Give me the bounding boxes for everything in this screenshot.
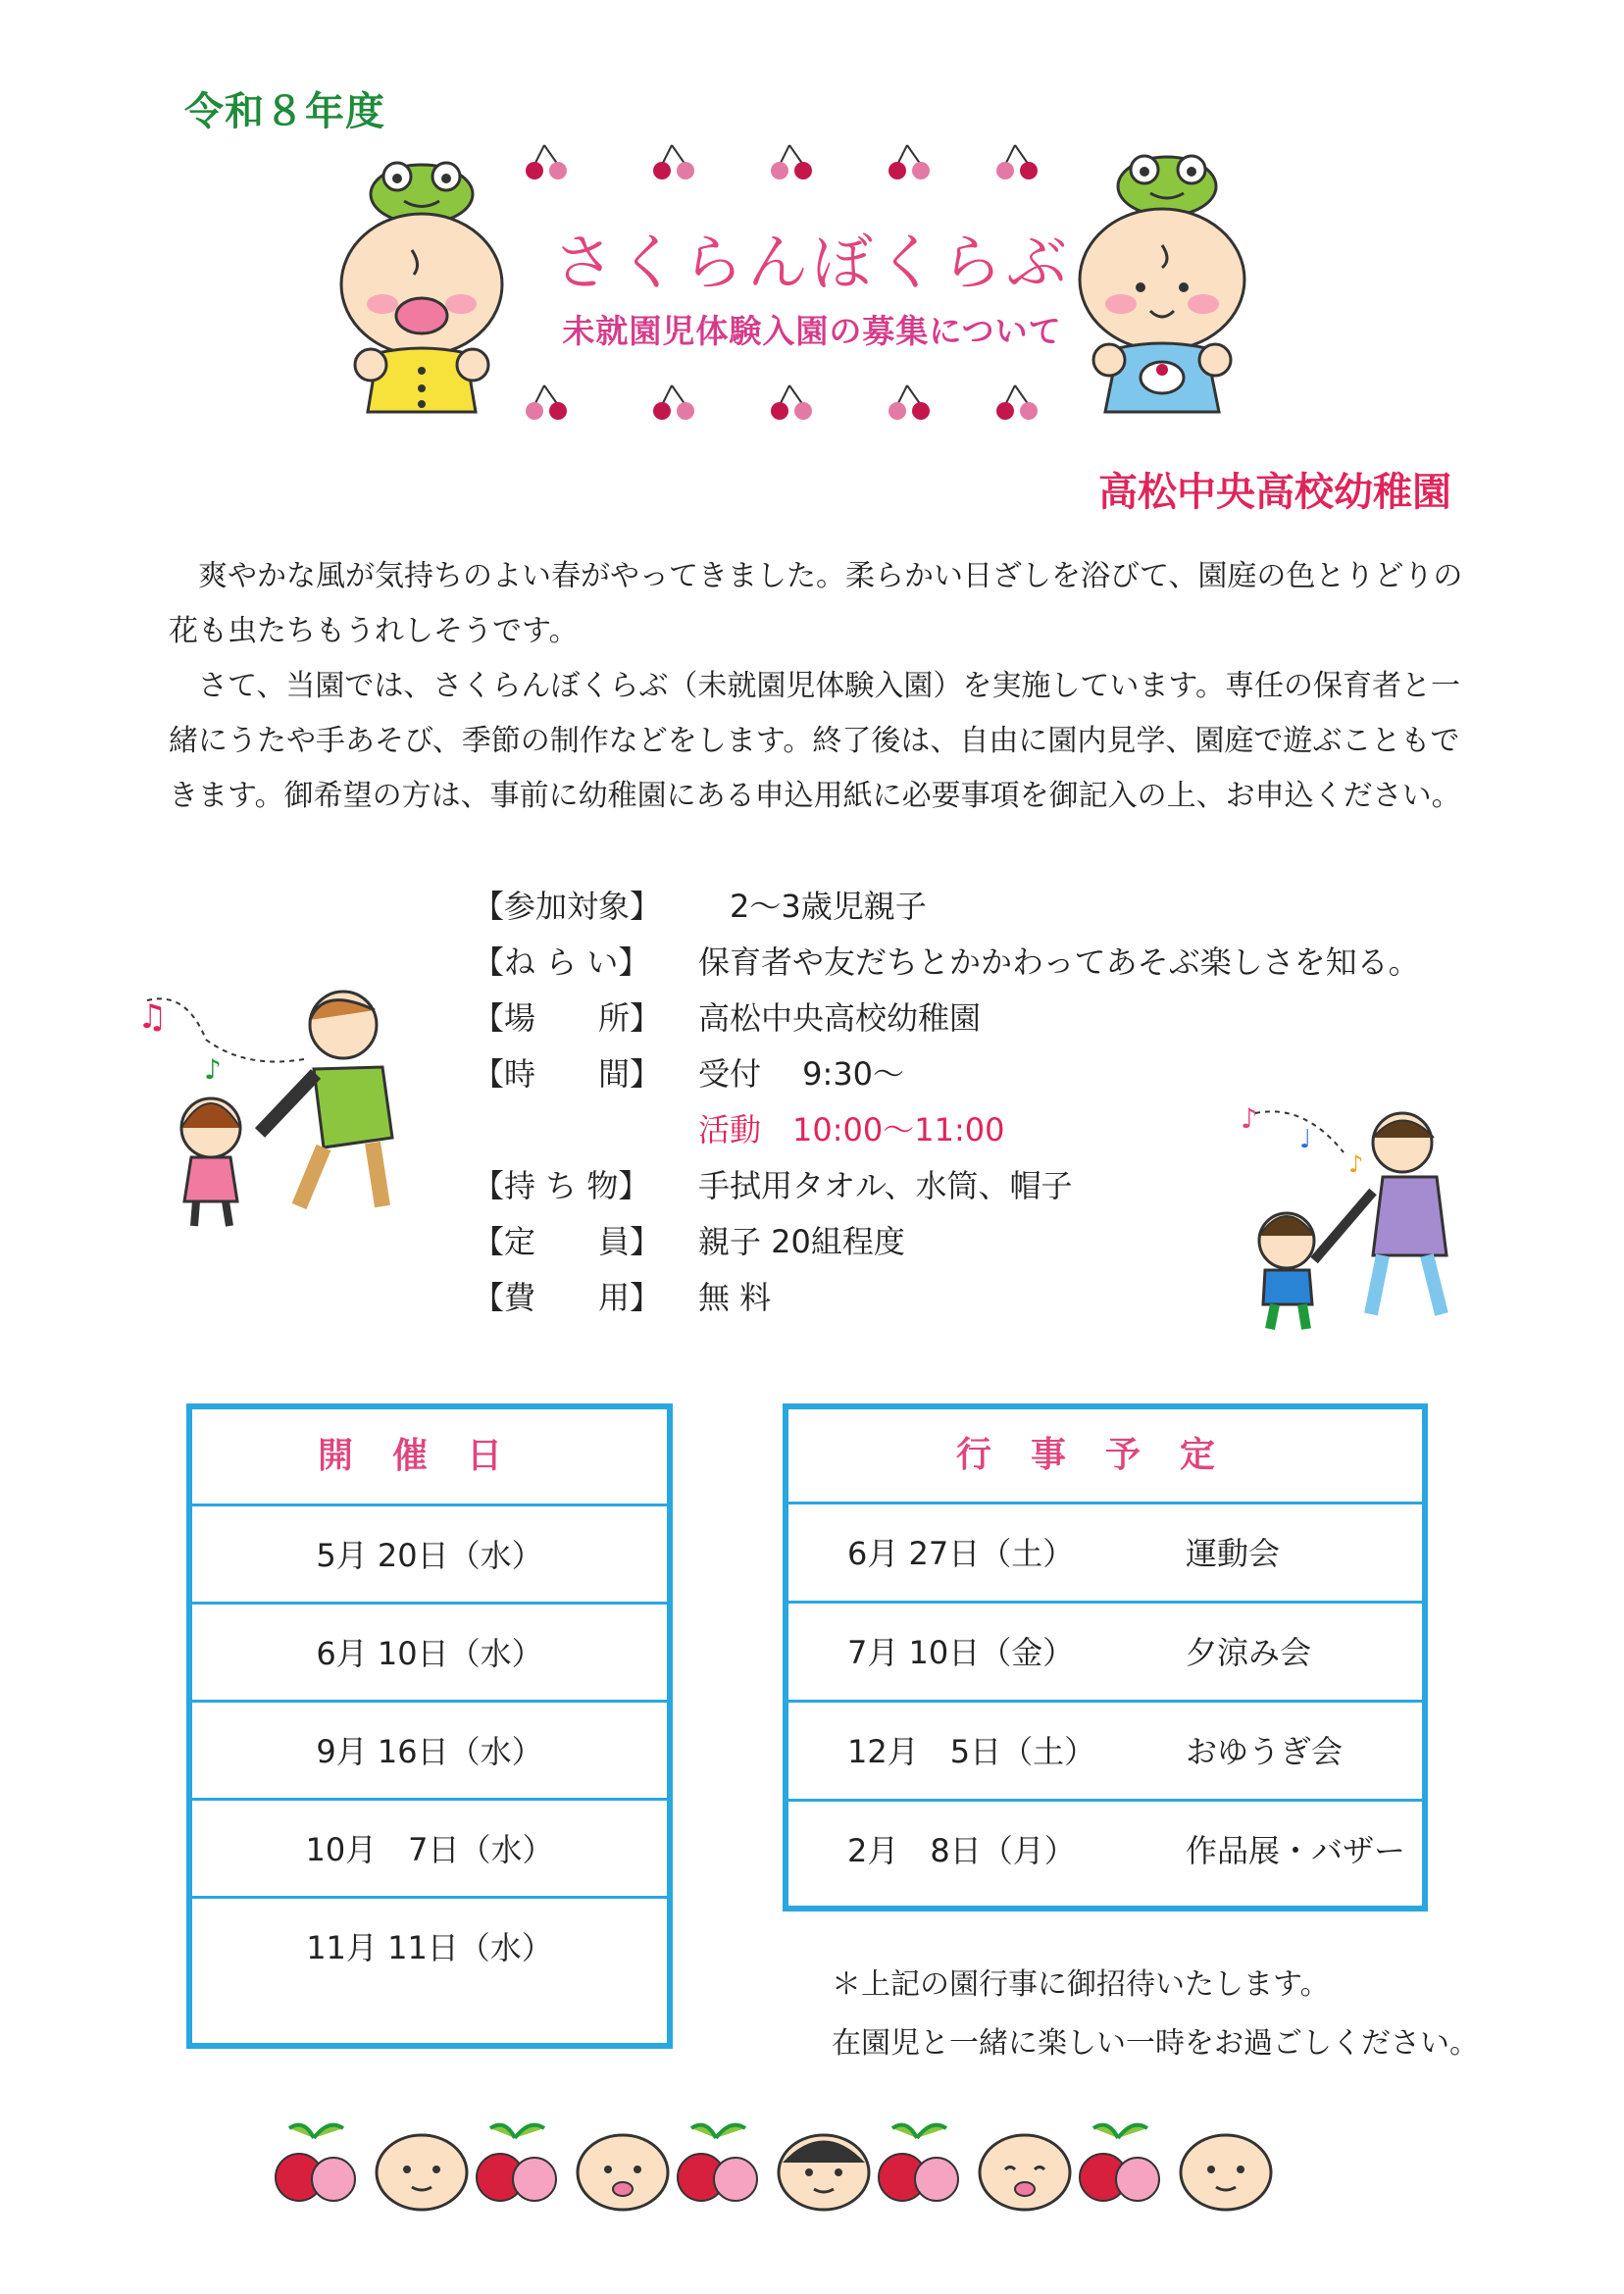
cherry-icon <box>678 2125 757 2201</box>
child-face-icon <box>377 2135 467 2210</box>
events-header: 行事予定 <box>955 1435 1254 1475</box>
cherry-icon <box>1080 2125 1159 2201</box>
event-name: 運動会 <box>1186 1535 1281 1572</box>
cherry-icon <box>888 385 930 420</box>
event-row <box>788 1502 1422 1601</box>
schedule-row: 5月 20日（水） <box>192 1504 667 1602</box>
cherry-icon <box>888 145 930 179</box>
event-name: おゆうぎ会 <box>1186 1733 1344 1770</box>
music-note-icon: ♪ <box>204 1053 222 1086</box>
event-row <box>788 1799 1422 1898</box>
fiscal-year: 令和８年度 <box>184 89 385 134</box>
event-date: 6月 27日（土） <box>847 1535 1075 1572</box>
invitation-note-line-1: ＊上記の園行事に御招待いたします。 <box>832 1967 1330 2002</box>
event-name: 作品展・バザー <box>1186 1832 1406 1869</box>
detail-value: 高松中央高校幼稚園 <box>698 999 982 1037</box>
schedule-row: 9月 16日（水） <box>192 1700 667 1798</box>
cherry-row-middle <box>525 378 1074 427</box>
child-face-icon <box>980 2135 1070 2210</box>
invitation-note-line-2: 在園児と一緒に楽しい一時をお過ごしください。 <box>832 2026 1479 2061</box>
detail-value-activity-time: 活動 10:00～11:00 <box>698 1111 1005 1148</box>
cherry-row-top <box>525 137 1074 186</box>
event-date: 2月 8日（月） <box>847 1832 1076 1869</box>
schedule-row: 10月 7日（水） <box>192 1798 667 1896</box>
detail-value: 受付 9:30～ <box>698 1055 905 1093</box>
schedule-row: 6月 10日（水） <box>192 1602 667 1700</box>
cherry-icon <box>996 145 1038 179</box>
detail-label: 【時 間】 <box>473 1055 662 1093</box>
cherry-icon <box>653 145 694 179</box>
detail-value: 保育者や友だちとかかわってあそぶ楽しさを知る。 <box>698 943 1420 981</box>
cherry-icon <box>996 385 1038 420</box>
detail-label: 【費 用】 <box>473 1279 662 1316</box>
schedule-header: 開催日 <box>317 1436 541 1476</box>
intro-paragraph-2: さて、当園では、さくらんぼくらぶ（未就園児体験入園）を実施しています。専任の保育者と一緒にうたや手あそび、季節の制作などをします。終了後は、自由に園内見学、園庭で遊ぶこともできます。御希望の方は、事前に幼稚園にある申込用紙に必要事項を御記入の上、お申込ください。 <box>169 669 1461 813</box>
detail-value: 手拭用タオル、水筒、帽子 <box>698 1167 1073 1204</box>
event-date: 7月 10日（金） <box>847 1634 1075 1671</box>
cherry-icon <box>653 385 694 420</box>
detail-value: 2～3歳児親子 <box>698 888 927 925</box>
event-row <box>788 1601 1422 1700</box>
schedule-row: 11月 11日（水） <box>192 1896 667 1994</box>
cherry-icon <box>771 385 812 420</box>
child-face-icon <box>578 2135 668 2210</box>
cherry-icon <box>771 145 812 179</box>
cherry-icon <box>477 2125 556 2201</box>
events-table <box>783 1403 1428 1912</box>
child-face-icon <box>779 2135 869 2210</box>
music-note-icon: ♪ <box>1348 1150 1364 1178</box>
bottom-decoration-row <box>275 2118 1353 2217</box>
music-note-icon: ♪ <box>1241 1102 1258 1135</box>
frog-hat-baby-illustration <box>324 147 520 432</box>
cherry-icon <box>879 2125 958 2201</box>
parent-child-dancing-illustration <box>127 981 412 1246</box>
event-date: 12月 5日（土） <box>847 1733 1096 1770</box>
event-row <box>788 1700 1422 1799</box>
schedule-table <box>186 1403 673 2049</box>
cherry-icon <box>526 145 567 179</box>
school-name: 高松中央高校幼稚園 <box>1098 470 1451 515</box>
detail-label: 【ね ら い】 <box>473 943 650 981</box>
music-note-icon: ♩ <box>1299 1125 1312 1154</box>
detail-value: 無 料 <box>698 1279 772 1316</box>
detail-label: 【場 所】 <box>473 999 662 1037</box>
detail-label: 【持 ち 物】 <box>473 1167 650 1204</box>
detail-label: 【参加対象】 <box>473 888 662 925</box>
child-face-icon <box>1181 2135 1271 2210</box>
page-title: さくらんぼくらぶ <box>552 227 1071 298</box>
detail-value: 親子 20組程度 <box>698 1223 905 1260</box>
frog-hat-baby-illustration <box>1064 142 1260 427</box>
page-subtitle: 未就園児体験入園の募集について <box>562 312 1062 350</box>
parent-child-dancing-illustration <box>1226 1094 1481 1349</box>
music-note-icon: ♫ <box>137 997 168 1037</box>
intro-paragraph-1: 爽やかな風が気持ちのよい春がやってきました。柔らかい日ざしを浴びて、園庭の色とりどりの花も虫たちもうれしそうです。 <box>169 559 1463 648</box>
event-name: 夕涼み会 <box>1186 1634 1312 1671</box>
cherry-icon <box>526 385 567 420</box>
cherry-icon <box>276 2125 355 2201</box>
detail-label: 【定 員】 <box>473 1223 662 1260</box>
